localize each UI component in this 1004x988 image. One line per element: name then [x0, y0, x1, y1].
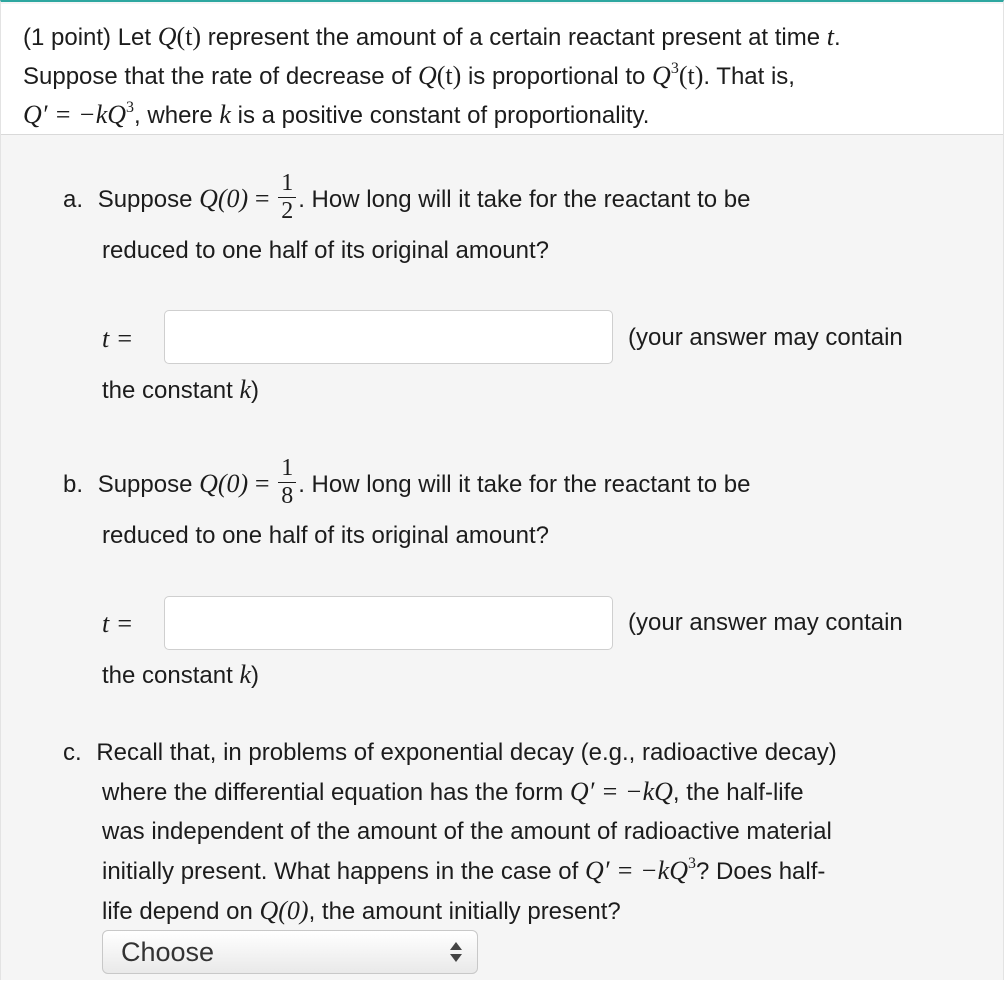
- math-q0: Q(0): [199, 184, 249, 213]
- intro-text-3: is proportional to: [467, 63, 646, 90]
- part-c-label: c.: [63, 739, 82, 766]
- updown-arrows-icon: [449, 940, 463, 964]
- fraction-denominator: 2: [281, 197, 294, 224]
- math-cube: 3: [670, 60, 679, 77]
- math-k: k: [239, 375, 251, 404]
- math-eq: =: [254, 184, 270, 213]
- intro-line-1: (1 point) Let Q(t) represent the amount of a certain reactant present at time t.: [23, 22, 841, 51]
- fraction-numerator: 1: [278, 171, 296, 198]
- intro-text-6: is a positive constant of proportionality.: [237, 102, 650, 129]
- part-c-text-1: Recall that, in problems of exponential decay (e.g., radioactive decay): [96, 739, 837, 766]
- part-c-text-3: , the half-life: [672, 779, 804, 806]
- math-q-prime: Q′: [23, 100, 48, 129]
- t-label: t =: [102, 609, 134, 638]
- part-c-line-4: [102, 856, 825, 890]
- part-c-line-2: [102, 777, 804, 808]
- part-b-label: b.: [63, 471, 84, 498]
- part-a-question: [63, 169, 751, 227]
- math-q0: Q(0): [199, 469, 249, 498]
- part-a-text-3: reduced to one half of its original amount?: [102, 237, 549, 264]
- math-t-paren: (t): [678, 61, 704, 90]
- fraction-denominator: 8: [281, 482, 294, 509]
- part-b-answer-input[interactable]: [164, 596, 613, 650]
- intro-text-4: . That is,: [703, 63, 795, 90]
- math-cube: 3: [688, 855, 696, 872]
- part-c-dropdown[interactable]: [102, 930, 478, 974]
- fraction-one-half: [278, 171, 296, 223]
- hint-close: ): [250, 377, 259, 404]
- intro-line-3: [23, 100, 649, 134]
- part-c-text-2: where the differential equation has the form: [102, 779, 564, 806]
- part-b-question: [63, 454, 751, 512]
- part-c-text-7: , the amount initially present?: [308, 898, 621, 925]
- math-q: Q: [417, 61, 437, 90]
- math-rhs: = −kQ: [54, 100, 127, 129]
- math-cube: 3: [126, 99, 135, 116]
- point-prefix: (1 point) Let: [23, 24, 152, 51]
- part-a-answer-input[interactable]: [164, 310, 613, 364]
- intro-line-2: [23, 61, 795, 95]
- math-q-prime: Q′: [569, 777, 595, 806]
- part-c-line-3: was independent of the amount of the amount of radioactive material: [102, 818, 832, 845]
- math-eq: =: [254, 469, 270, 498]
- part-a-text-1: Suppose: [97, 186, 193, 213]
- math-k: k: [219, 100, 231, 129]
- part-c-line-5: [102, 896, 621, 927]
- math-rhs: = −kQ: [616, 856, 688, 885]
- part-b-text-3: reduced to one half of its original amount?: [102, 522, 549, 549]
- part-b-hint-2: [102, 660, 259, 691]
- hint-text: the constant: [102, 377, 233, 404]
- math-q: Q: [652, 61, 671, 90]
- hint-text: the constant: [102, 662, 233, 689]
- math-q-prime: Q′: [584, 856, 610, 885]
- part-b-t-label: [102, 609, 133, 640]
- math-q: Q: [157, 22, 177, 51]
- part-c-text-6: life depend on: [102, 898, 253, 925]
- part-c-text-4: initially present. What happens in the case of: [102, 858, 579, 885]
- part-b-text-2: . How long will it take for the reactant to be: [298, 471, 751, 498]
- part-c-text-5: ? Does half-: [696, 858, 826, 885]
- math-q0: Q(0): [259, 896, 309, 925]
- hint-close: ): [250, 662, 259, 689]
- part-a-label: a.: [63, 186, 84, 213]
- part-a-t-label: [102, 324, 133, 355]
- math-rhs: = −kQ: [601, 777, 673, 806]
- dropdown-selected-value: Choose: [121, 937, 215, 967]
- fraction-one-eighth: [278, 456, 296, 508]
- math-t-paren: (t): [176, 22, 202, 51]
- intro-text-5: , where: [134, 102, 213, 129]
- problem-intro: [1, 4, 1003, 135]
- part-b-text-1: Suppose: [97, 471, 193, 498]
- part-b-hint-1: (your answer may contain: [628, 609, 903, 636]
- part-a-hint-2: [102, 375, 259, 406]
- part-c-line-1: [63, 738, 837, 768]
- fraction-numerator: 1: [278, 456, 296, 483]
- t-label: t =: [102, 324, 134, 353]
- part-a-hint-1: (your answer may contain: [628, 324, 903, 351]
- part-a-text-2: . How long will it take for the reactant to be: [298, 186, 751, 213]
- math-t: t: [826, 22, 834, 51]
- math-t-paren: (t): [436, 61, 462, 90]
- intro-text-1: represent the amount of a certain reactant present at time: [207, 24, 821, 51]
- intro-text-2: Suppose that the rate of decrease of: [23, 63, 412, 90]
- math-k: k: [239, 660, 251, 689]
